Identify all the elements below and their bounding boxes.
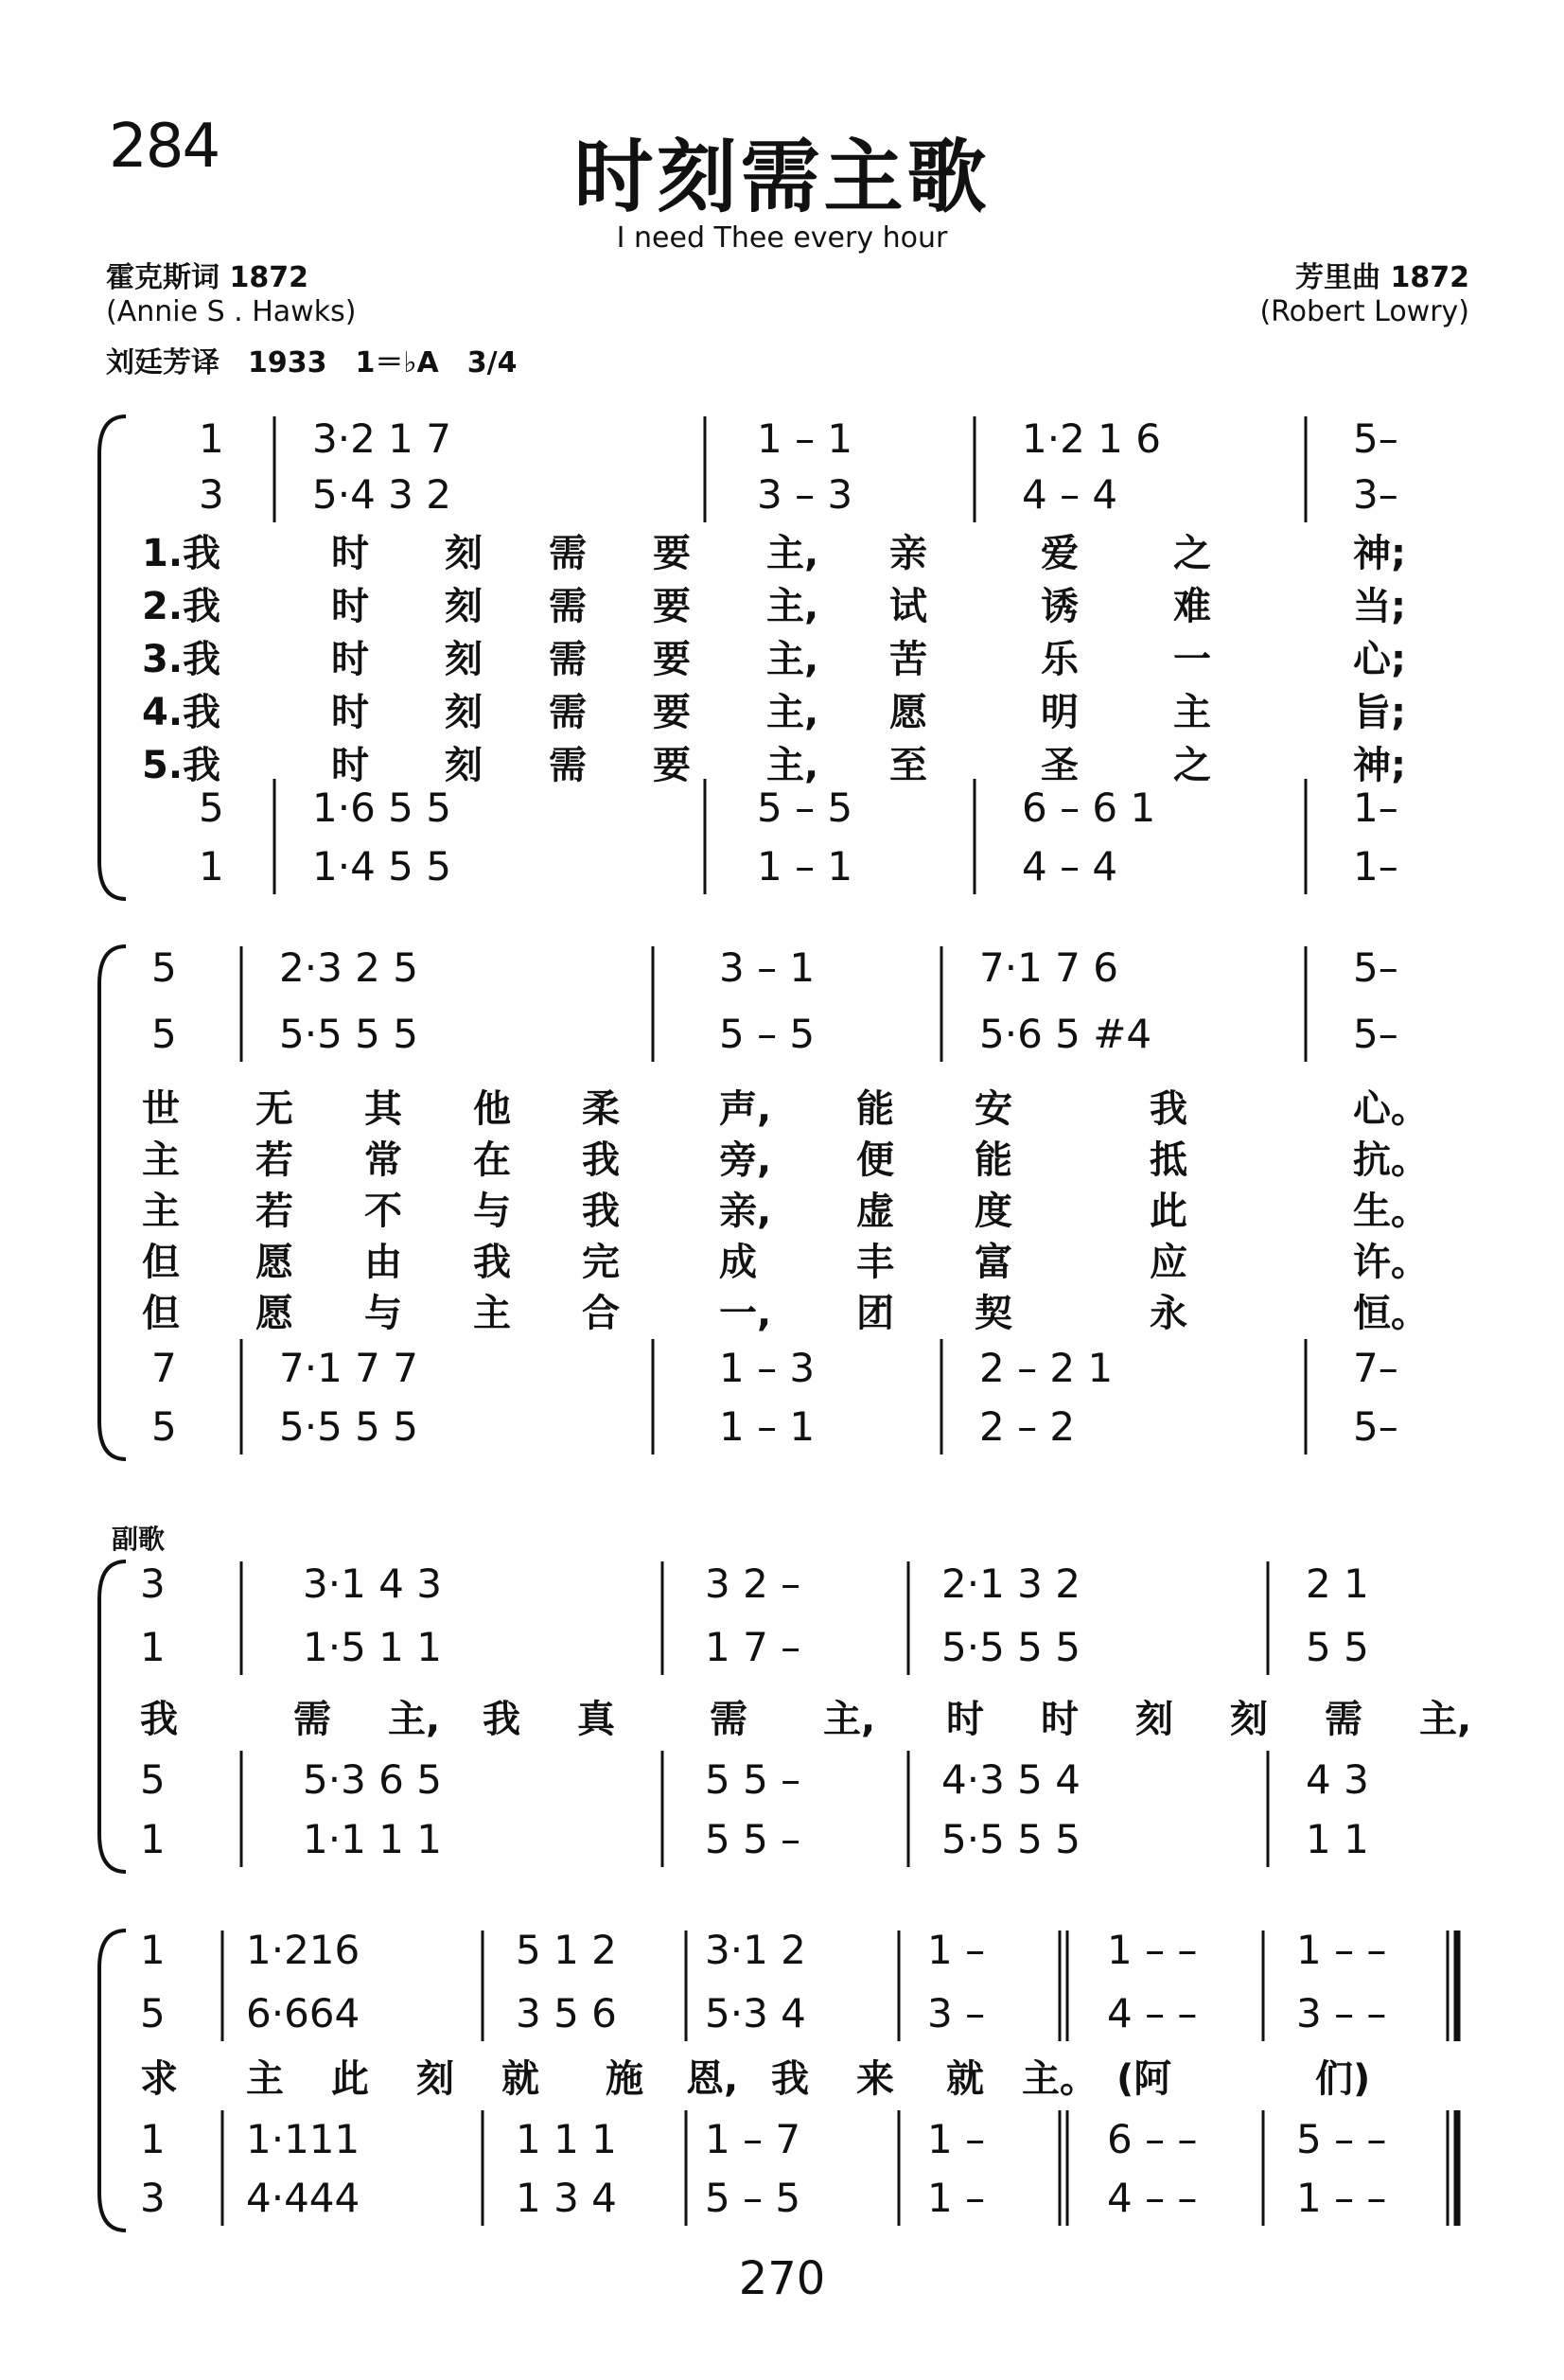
system-1-verse-1-syllable-2: 时 <box>331 532 369 575</box>
system-1-soprano-measure-5: 5– <box>1353 415 1398 462</box>
system-1-tenor-measure-3: 5 – 5 <box>757 785 853 831</box>
system-2-soprano-measure-4: 7·1 7 6 <box>979 944 1118 991</box>
system-1-verse-2-syllable-7: 试 <box>889 585 927 628</box>
system-2-verse-5-syllable-5: 合 <box>582 1292 620 1335</box>
system-1-verse-5-syllable-5: 要 <box>653 744 691 787</box>
system-4-bass-measure-1: 3 <box>140 2175 166 2221</box>
system-1-verse-2-syllable-10: 当; <box>1353 585 1406 628</box>
system-2-verse-1-syllable-1: 世 <box>142 1087 180 1131</box>
system-2-alto-measure-4: 5·6 5 #4 <box>979 1011 1152 1057</box>
system-1-verse-4-syllable-2: 时 <box>331 691 369 734</box>
system-2-verse-2-syllable-10: 抗。 <box>1353 1138 1429 1182</box>
system-4-syllable-12: (阿 <box>1116 2057 1172 2101</box>
system-3-alto-measure-4: 5·5 5 5 <box>941 1624 1081 1670</box>
system-3-alto-measure-5: 5 5 <box>1306 1624 1369 1670</box>
system-1-tenor-measure-5: 1– <box>1353 785 1398 831</box>
system-2-verse-3-syllable-3: 不 <box>364 1190 402 1233</box>
system-4-syllable-5: 就 <box>501 2057 539 2101</box>
system-4-soprano-measure-6: 1 – – <box>1107 1927 1198 1973</box>
system-1-verse-3-syllable-1: 3.我 <box>142 638 221 681</box>
system-4-bass-measure-4: 5 – 5 <box>705 2175 801 2221</box>
system-3-syllable-10: 刻 <box>1135 1698 1173 1741</box>
system-3-tenor-measure-4: 4·3 5 4 <box>941 1756 1081 1803</box>
system-2-tenor-measure-5: 7– <box>1353 1345 1398 1391</box>
system-4-syllable-8: 我 <box>771 2057 809 2101</box>
system-2-bass-measure-4: 2 – 2 <box>979 1403 1076 1450</box>
system-3-soprano-measure-5: 2 1 <box>1306 1560 1369 1607</box>
system-3-syllable-5: 真 <box>577 1698 615 1741</box>
system-1-soprano-measure-1: 1 <box>199 415 224 462</box>
system-4-alto-measure-6: 4 – – <box>1107 1990 1198 2036</box>
system-2-verse-1-syllable-2: 无 <box>255 1087 293 1131</box>
system-2-verse-4-syllable-4: 我 <box>473 1241 511 1284</box>
system-4-soprano-measure-1: 1 <box>140 1927 166 1973</box>
system-3-bass-measure-4: 5·5 5 5 <box>941 1816 1081 1862</box>
system-3-soprano-measure-4: 2·1 3 2 <box>941 1560 1081 1607</box>
system-2-verse-4-syllable-2: 愿 <box>255 1241 293 1284</box>
system-2-verse-4-syllable-3: 由 <box>364 1241 402 1284</box>
system-3-tenor-measure-5: 4 3 <box>1306 1756 1369 1803</box>
system-2-verse-3-syllable-6: 亲, <box>719 1190 772 1233</box>
translator-key-time: 刘廷芳译 1933 1＝♭A 3/4 <box>106 346 518 379</box>
system-3-tenor-measure-3: 5 5 – <box>705 1756 801 1803</box>
system-4-tenor-measure-5: 1 – <box>927 2116 986 2162</box>
system-3-bass-measure-2: 1·1 1 1 <box>303 1816 442 1862</box>
system-1-verse-5-syllable-10: 神; <box>1353 744 1406 787</box>
system-1-soprano-measure-4: 1·2 1 6 <box>1022 415 1161 462</box>
system-1-alto-measure-3: 3 – 3 <box>757 471 853 518</box>
system-2-verse-2-syllable-5: 我 <box>582 1138 620 1182</box>
system-1-verse-3-syllable-5: 要 <box>653 638 691 681</box>
system-1-verse-2-syllable-4: 需 <box>549 585 587 628</box>
system-2-verse-2-syllable-4: 在 <box>473 1138 511 1182</box>
refrain-label: 副歌 <box>112 1524 166 1555</box>
system-2-verse-3-syllable-7: 虚 <box>856 1190 894 1233</box>
system-4-tenor-measure-7: 5 – – <box>1296 2116 1387 2162</box>
system-4-syllable-6: 施 <box>606 2057 643 2101</box>
system-4-syllable-3: 此 <box>331 2057 369 2101</box>
system-1-bass-measure-4: 4 – 4 <box>1022 843 1118 890</box>
system-2-tenor-measure-2: 7·1 7 7 <box>279 1345 418 1391</box>
hymn-number: 284 <box>109 112 220 182</box>
system-4-syllable-7: 恩, <box>686 2057 739 2101</box>
system-1-bracket <box>99 416 126 899</box>
system-1-verse-5-syllable-1: 5.我 <box>142 744 221 787</box>
system-2-verse-5-syllable-3: 与 <box>364 1292 402 1335</box>
system-3-syllable-12: 需 <box>1325 1698 1362 1741</box>
system-1-soprano-measure-2: 3·2 1 7 <box>312 415 451 462</box>
system-1-verse-3-syllable-9: 一 <box>1173 638 1211 681</box>
system-2-verse-5-syllable-10: 恒。 <box>1353 1292 1429 1335</box>
system-1-verse-3-syllable-10: 心; <box>1353 638 1406 681</box>
composer-english: (Robert Lowry) <box>1259 295 1469 328</box>
system-2-verse-1-syllable-10: 心。 <box>1353 1087 1429 1131</box>
hymn-subtitle: I need Thee every hour <box>616 221 948 255</box>
system-2-verse-3-syllable-2: 若 <box>255 1190 293 1233</box>
system-1-bass-measure-3: 1 – 1 <box>757 843 853 890</box>
system-2-verse-2-syllable-8: 能 <box>975 1138 1012 1182</box>
system-1-verse-1-syllable-8: 爱 <box>1041 532 1079 575</box>
system-1-verse-3-syllable-2: 时 <box>331 638 369 681</box>
system-4-syllable-4: 刻 <box>416 2057 454 2101</box>
system-3-bracket <box>99 1561 126 1872</box>
system-2-verse-2-syllable-2: 若 <box>255 1138 293 1182</box>
lyricist-english: (Annie S . Hawks) <box>106 295 357 328</box>
system-2-bracket <box>99 946 126 1459</box>
system-3-bass-measure-1: 1 <box>140 1816 166 1862</box>
system-4-soprano-measure-2: 1·216 <box>246 1927 360 1973</box>
system-1-verse-2-syllable-9: 难 <box>1173 585 1211 628</box>
system-1-bass-measure-5: 1– <box>1353 843 1398 890</box>
system-1-verse-3-syllable-4: 需 <box>549 638 587 681</box>
system-1-verse-2-syllable-1: 2.我 <box>142 585 221 628</box>
system-1-verse-3-syllable-7: 苦 <box>889 638 927 681</box>
system-1-alto-measure-2: 5·4 3 2 <box>312 471 451 518</box>
system-2-verse-5-syllable-6: 一, <box>719 1292 772 1335</box>
system-3-syllable-3: 主, <box>388 1698 441 1741</box>
system-2-bass-measure-5: 5– <box>1353 1403 1398 1450</box>
system-1-tenor-measure-4: 6 – 6 1 <box>1022 785 1156 831</box>
system-4-bass-measure-5: 1 – <box>927 2175 986 2221</box>
system-3-bass-measure-5: 1 1 <box>1306 1816 1369 1862</box>
system-1-verse-4-syllable-6: 主, <box>766 691 819 734</box>
system-1-verse-5-syllable-8: 圣 <box>1041 744 1079 787</box>
system-2-soprano-measure-1: 5 <box>151 944 177 991</box>
system-2-verse-5-syllable-8: 契 <box>975 1292 1012 1335</box>
lyricist: 霍克斯词 1872 <box>106 261 308 294</box>
system-3-syllable-4: 我 <box>483 1698 520 1741</box>
system-3-soprano-measure-3: 3 2 – <box>705 1560 801 1607</box>
system-2-verse-5-syllable-1: 但 <box>142 1292 180 1335</box>
system-3-syllable-2: 需 <box>293 1698 331 1741</box>
system-2-alto-measure-5: 5– <box>1353 1011 1398 1057</box>
system-1-verse-5-syllable-9: 之 <box>1173 744 1211 787</box>
system-2-verse-4-syllable-10: 许。 <box>1353 1241 1429 1284</box>
page-number: 270 <box>738 2252 826 2305</box>
system-4-tenor-measure-2: 1·111 <box>246 2116 360 2162</box>
system-1-verse-2-syllable-8: 诱 <box>1041 585 1079 628</box>
system-1-verse-4-syllable-7: 愿 <box>889 691 927 734</box>
system-2-verse-4-syllable-7: 丰 <box>856 1241 894 1284</box>
system-3-alto-measure-2: 1·5 1 1 <box>303 1624 442 1670</box>
system-2-verse-4-syllable-5: 完 <box>582 1241 620 1284</box>
system-3-alto-measure-3: 1 7 – <box>705 1624 801 1670</box>
system-1-verse-1-syllable-5: 要 <box>653 532 691 575</box>
system-1-bass-measure-2: 1·4 5 5 <box>312 843 451 890</box>
system-1-bass-measure-1: 1 <box>199 843 224 890</box>
system-2-verse-3-syllable-10: 生。 <box>1353 1190 1429 1233</box>
system-2-verse-5-syllable-9: 永 <box>1150 1292 1187 1335</box>
system-2-bass-measure-1: 5 <box>151 1403 177 1450</box>
system-1-verse-2-syllable-3: 刻 <box>445 585 483 628</box>
system-2-verse-1-syllable-5: 柔 <box>582 1087 620 1131</box>
system-1-verse-1-syllable-6: 主, <box>766 532 819 575</box>
system-1-verse-4-syllable-10: 旨; <box>1353 691 1406 734</box>
system-1-verse-5-syllable-3: 刻 <box>445 744 483 787</box>
system-1-alto-measure-1: 3 <box>199 471 224 518</box>
system-2-verse-2-syllable-6: 旁, <box>719 1138 772 1182</box>
system-1-verse-4-syllable-3: 刻 <box>445 691 483 734</box>
system-3-soprano-measure-1: 3 <box>140 1560 166 1607</box>
system-2-bass-measure-3: 1 – 1 <box>719 1403 816 1450</box>
system-4-alto-measure-1: 5 <box>140 1990 166 2036</box>
system-2-verse-1-syllable-7: 能 <box>856 1087 894 1131</box>
system-4-syllable-11: 主。 <box>1022 2057 1098 2101</box>
system-2-alto-measure-2: 5·5 5 5 <box>279 1011 418 1057</box>
system-1-alto-measure-4: 4 – 4 <box>1022 471 1118 518</box>
system-3-bass-measure-3: 5 5 – <box>705 1816 801 1862</box>
system-1-verse-1-syllable-9: 之 <box>1173 532 1211 575</box>
system-3-syllable-8: 时 <box>946 1698 984 1741</box>
system-2-verse-3-syllable-8: 度 <box>975 1190 1012 1233</box>
system-2-verse-2-syllable-3: 常 <box>364 1138 402 1182</box>
system-1-verse-4-syllable-4: 需 <box>549 691 587 734</box>
system-2-verse-5-syllable-4: 主 <box>473 1292 511 1335</box>
system-1-verse-5-syllable-4: 需 <box>549 744 587 787</box>
system-2-verse-3-syllable-5: 我 <box>582 1190 620 1233</box>
system-4-tenor-measure-1: 1 <box>140 2116 166 2162</box>
system-4-soprano-measure-3: 5 1 2 <box>516 1927 617 1973</box>
system-1-verse-1-syllable-4: 需 <box>549 532 587 575</box>
system-1-verse-3-syllable-6: 主, <box>766 638 819 681</box>
system-2-bass-measure-2: 5·5 5 5 <box>279 1403 418 1450</box>
hymn-title: 时刻需主歌 <box>573 130 991 223</box>
system-1-verse-1-syllable-3: 刻 <box>445 532 483 575</box>
system-1-tenor-measure-1: 5 <box>199 785 224 831</box>
system-4-syllable-9: 来 <box>856 2057 894 2101</box>
system-4-tenor-measure-4: 1 – 7 <box>705 2116 801 2162</box>
system-1-tenor-measure-2: 1·6 5 5 <box>312 785 451 831</box>
system-4-bass-measure-6: 4 – – <box>1107 2175 1198 2221</box>
system-2-verse-1-syllable-9: 我 <box>1150 1087 1187 1131</box>
system-4-alto-measure-7: 3 – – <box>1296 1990 1387 2036</box>
system-4-tenor-measure-6: 6 – – <box>1107 2116 1198 2162</box>
system-1-verse-5-syllable-7: 至 <box>889 744 927 787</box>
system-3-tenor-measure-1: 5 <box>140 1756 166 1803</box>
system-2-verse-1-syllable-6: 声, <box>719 1087 772 1131</box>
system-4-alto-measure-5: 3 – <box>927 1990 986 2036</box>
system-4-syllable-1: 求 <box>140 2057 178 2101</box>
system-2-tenor-measure-1: 7 <box>151 1345 177 1391</box>
system-3-tenor-measure-2: 5·3 6 5 <box>303 1756 442 1803</box>
system-2-verse-5-syllable-2: 愿 <box>255 1292 293 1335</box>
system-2-alto-measure-1: 5 <box>151 1011 177 1057</box>
system-2-verse-3-syllable-1: 主 <box>142 1190 180 1233</box>
system-2-verse-4-syllable-1: 但 <box>142 1241 180 1284</box>
system-2-verse-2-syllable-9: 抵 <box>1150 1138 1187 1182</box>
system-2-verse-1-syllable-8: 安 <box>975 1087 1012 1131</box>
system-2-verse-1-syllable-4: 他 <box>473 1087 511 1131</box>
system-3-syllable-7: 主, <box>823 1698 876 1741</box>
system-1-verse-4-syllable-9: 主 <box>1173 691 1211 734</box>
system-1-verse-5-syllable-6: 主, <box>766 744 819 787</box>
system-4-syllable-2: 主 <box>246 2057 284 2101</box>
system-4-alto-measure-3: 3 5 6 <box>516 1990 617 2036</box>
system-2-verse-4-syllable-8: 富 <box>975 1241 1012 1284</box>
system-3-syllable-11: 刻 <box>1230 1698 1268 1741</box>
system-4-bass-measure-3: 1 3 4 <box>516 2175 617 2221</box>
system-2-soprano-measure-2: 2·3 2 5 <box>279 944 418 991</box>
system-3-syllable-13: 主, <box>1419 1698 1472 1741</box>
system-2-tenor-measure-3: 1 – 3 <box>719 1345 816 1391</box>
system-4-bass-measure-2: 4·444 <box>246 2175 360 2221</box>
composer: 芳里曲 1872 <box>1295 261 1469 294</box>
system-3-syllable-1: 我 <box>140 1698 178 1741</box>
system-3-alto-measure-1: 1 <box>140 1624 166 1670</box>
system-4-tenor-measure-3: 1 1 1 <box>516 2116 617 2162</box>
system-1-verse-3-syllable-3: 刻 <box>445 638 483 681</box>
system-4-soprano-measure-7: 1 – – <box>1296 1927 1387 1973</box>
system-2-verse-1-syllable-3: 其 <box>364 1087 402 1131</box>
system-4-bracket <box>99 1930 126 2230</box>
system-2-verse-2-syllable-7: 便 <box>856 1138 894 1182</box>
system-1-verse-4-syllable-1: 4.我 <box>142 691 221 734</box>
system-2-verse-5-syllable-7: 团 <box>856 1292 894 1335</box>
system-1-soprano-measure-3: 1 – 1 <box>757 415 853 462</box>
system-1-alto-measure-5: 3– <box>1353 471 1398 518</box>
system-2-soprano-measure-5: 5– <box>1353 944 1398 991</box>
system-1-verse-4-syllable-8: 明 <box>1041 691 1079 734</box>
system-2-soprano-measure-3: 3 – 1 <box>719 944 816 991</box>
system-2-verse-3-syllable-4: 与 <box>473 1190 511 1233</box>
system-4-alto-measure-2: 6·664 <box>246 1990 360 2036</box>
system-3-syllable-6: 需 <box>710 1698 747 1741</box>
system-1-verse-2-syllable-2: 时 <box>331 585 369 628</box>
system-2-verse-4-syllable-6: 成 <box>719 1241 757 1284</box>
system-1-verse-1-syllable-1: 1.我 <box>142 532 221 575</box>
system-4-alto-measure-4: 5·3 4 <box>705 1990 806 2036</box>
system-2-verse-2-syllable-1: 主 <box>142 1138 180 1182</box>
system-1-verse-5-syllable-2: 时 <box>331 744 369 787</box>
system-2-alto-measure-3: 5 – 5 <box>719 1011 816 1057</box>
system-1-verse-1-syllable-7: 亲 <box>889 532 927 575</box>
system-4-syllable-13: 们) <box>1315 2057 1371 2101</box>
system-1-verse-4-syllable-5: 要 <box>653 691 691 734</box>
system-2-verse-3-syllable-9: 此 <box>1150 1190 1187 1233</box>
system-3-syllable-9: 时 <box>1041 1698 1079 1741</box>
system-4-soprano-measure-4: 3·1 2 <box>705 1927 806 1973</box>
system-4-soprano-measure-5: 1 – <box>927 1927 986 1973</box>
system-1-verse-3-syllable-8: 乐 <box>1041 638 1079 681</box>
system-1-verse-2-syllable-6: 主, <box>766 585 819 628</box>
system-1-verse-2-syllable-5: 要 <box>653 585 691 628</box>
system-2-verse-4-syllable-9: 应 <box>1150 1241 1187 1284</box>
system-4-syllable-10: 就 <box>946 2057 984 2101</box>
system-1-verse-1-syllable-10: 神; <box>1353 532 1406 575</box>
system-4-bass-measure-7: 1 – – <box>1296 2175 1387 2221</box>
system-3-soprano-measure-2: 3·1 4 3 <box>303 1560 442 1607</box>
system-2-tenor-measure-4: 2 – 2 1 <box>979 1345 1114 1391</box>
